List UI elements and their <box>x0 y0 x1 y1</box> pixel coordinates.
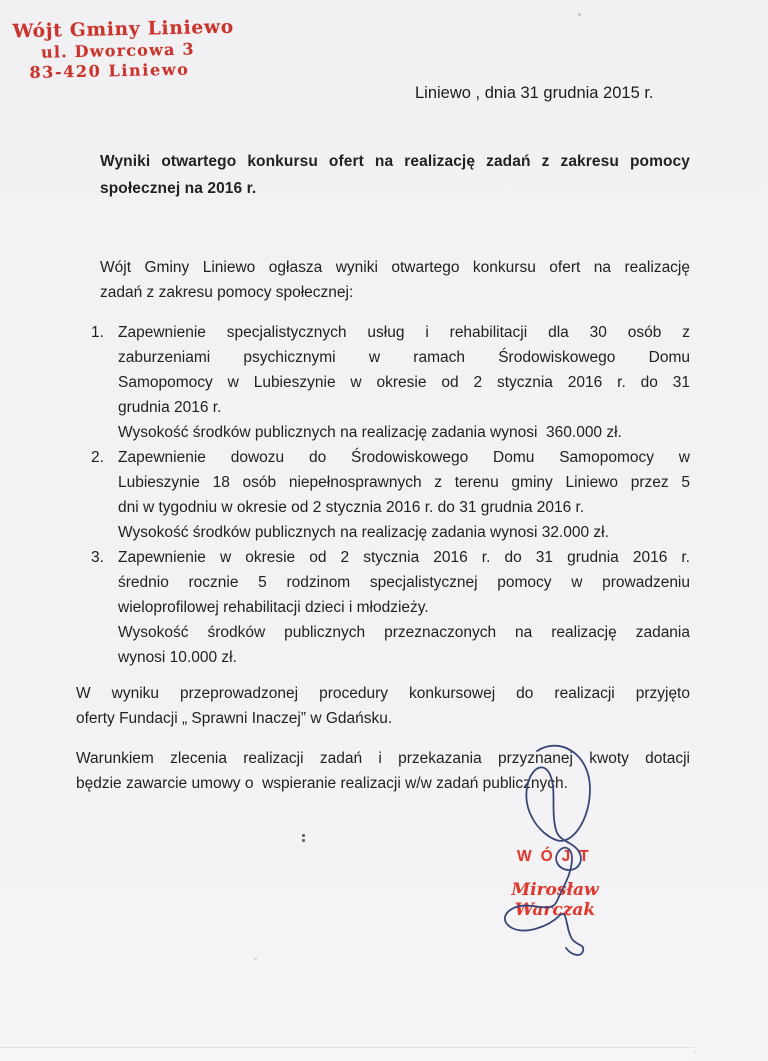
list-item-number: 3. <box>91 549 104 566</box>
text-line: społecznej na 2016 r. <box>100 180 257 197</box>
results-list <box>91 320 690 670</box>
text-line: będzie zawarcie umowy o wspieranie realizacji w/w zadań publicznych. <box>76 775 568 792</box>
scan-speck <box>302 834 305 837</box>
text-line: Warunkiem zlecenia realizacji zadań i przekazania przyznanej kwoty dotacji <box>76 750 690 767</box>
signatory-name: Mirosław Warczak <box>511 880 599 920</box>
stamp-org-name: Wójt Gminy Liniewo <box>12 16 235 43</box>
text-line: Lubieszynie 18 osób niepełnosprawnych z terenu gminy Liniewo przez 5 <box>118 474 690 491</box>
text-line: Zapewnienie dowozu do Środowiskowego Domu Samopomocy w <box>118 449 690 466</box>
list-item <box>91 445 690 545</box>
document-title <box>100 148 690 202</box>
text-line: wieloprofilowej rehabilitacji dzieci i młodzieży. <box>118 599 429 616</box>
text-line: Zapewnienie specjalistycznych usług i rehabilitacji dla 30 osób z <box>118 324 690 341</box>
list-item-number: 1. <box>91 324 104 341</box>
text-line: Samopomocy w Lubieszynie w okresie od 2 stycznia 2016 r. do 31 <box>118 374 690 391</box>
text-line: Zapewnienie w okresie od 2 stycznia 2016 r. do 31 grudnia 2016 r. <box>118 549 690 566</box>
text-line: Wyniki otwartego konkursu ofert na realizację zadań z zakresu pomocy <box>100 153 690 170</box>
scan-speck <box>578 13 581 16</box>
text-line: dni w tygodniu w okresie od 2 stycznia 2016 r. do 31 grudnia 2016 r. <box>118 499 585 516</box>
stamp-city: 83-420 Liniewo <box>29 59 190 82</box>
scan-speck <box>254 958 257 960</box>
text-line: zaburzeniami psychicznymi w ramach Środowiskowego Domu <box>118 349 690 366</box>
scan-bottom-edge <box>0 1047 694 1061</box>
text-line: Wysokość środków publicznych na realizację zadania wynosi 360.000 zł. <box>118 424 622 441</box>
text-line: Wysokość środków publicznych na realizację zadania wynosi 32.000 zł. <box>118 524 609 541</box>
list-item <box>91 545 690 670</box>
text-line: oferty Fundacji „ Sprawni Inaczej” w Gdańsku. <box>76 710 393 727</box>
text-line: średnio rocznie 5 rodzinom specjalistycznej pomocy w prowadzeniu <box>118 574 690 591</box>
text-line: zadań z zakresu pomocy społecznej: <box>100 284 354 301</box>
list-item-number: 2. <box>91 449 104 466</box>
text-line: Wysokość środków publicznych przeznaczonych na realizację zadania <box>118 624 690 641</box>
stamp-street: ul. Dworcowa 3 <box>40 39 195 62</box>
sender-address-stamp <box>12 17 235 83</box>
text-line: Wójt Gminy Liniewo ogłasza wyniki otwartego konkursu ofert na realizację <box>100 259 690 276</box>
place-date-line: Liniewo , dnia 31 grudnia 2015 r. <box>415 84 654 102</box>
text-line: W wyniku przeprowadzonej procedury konkursowej do realizacji przyjęto <box>76 685 690 702</box>
list-item <box>91 320 690 445</box>
signature-title-stamp: WÓJT <box>517 848 598 865</box>
text-line: grudnia 2016 r. <box>118 399 222 416</box>
intro-paragraph <box>100 255 690 305</box>
handwritten-signature <box>490 728 605 968</box>
result-paragraph <box>76 681 690 731</box>
text-line: wynosi 10.000 zł. <box>118 649 237 666</box>
